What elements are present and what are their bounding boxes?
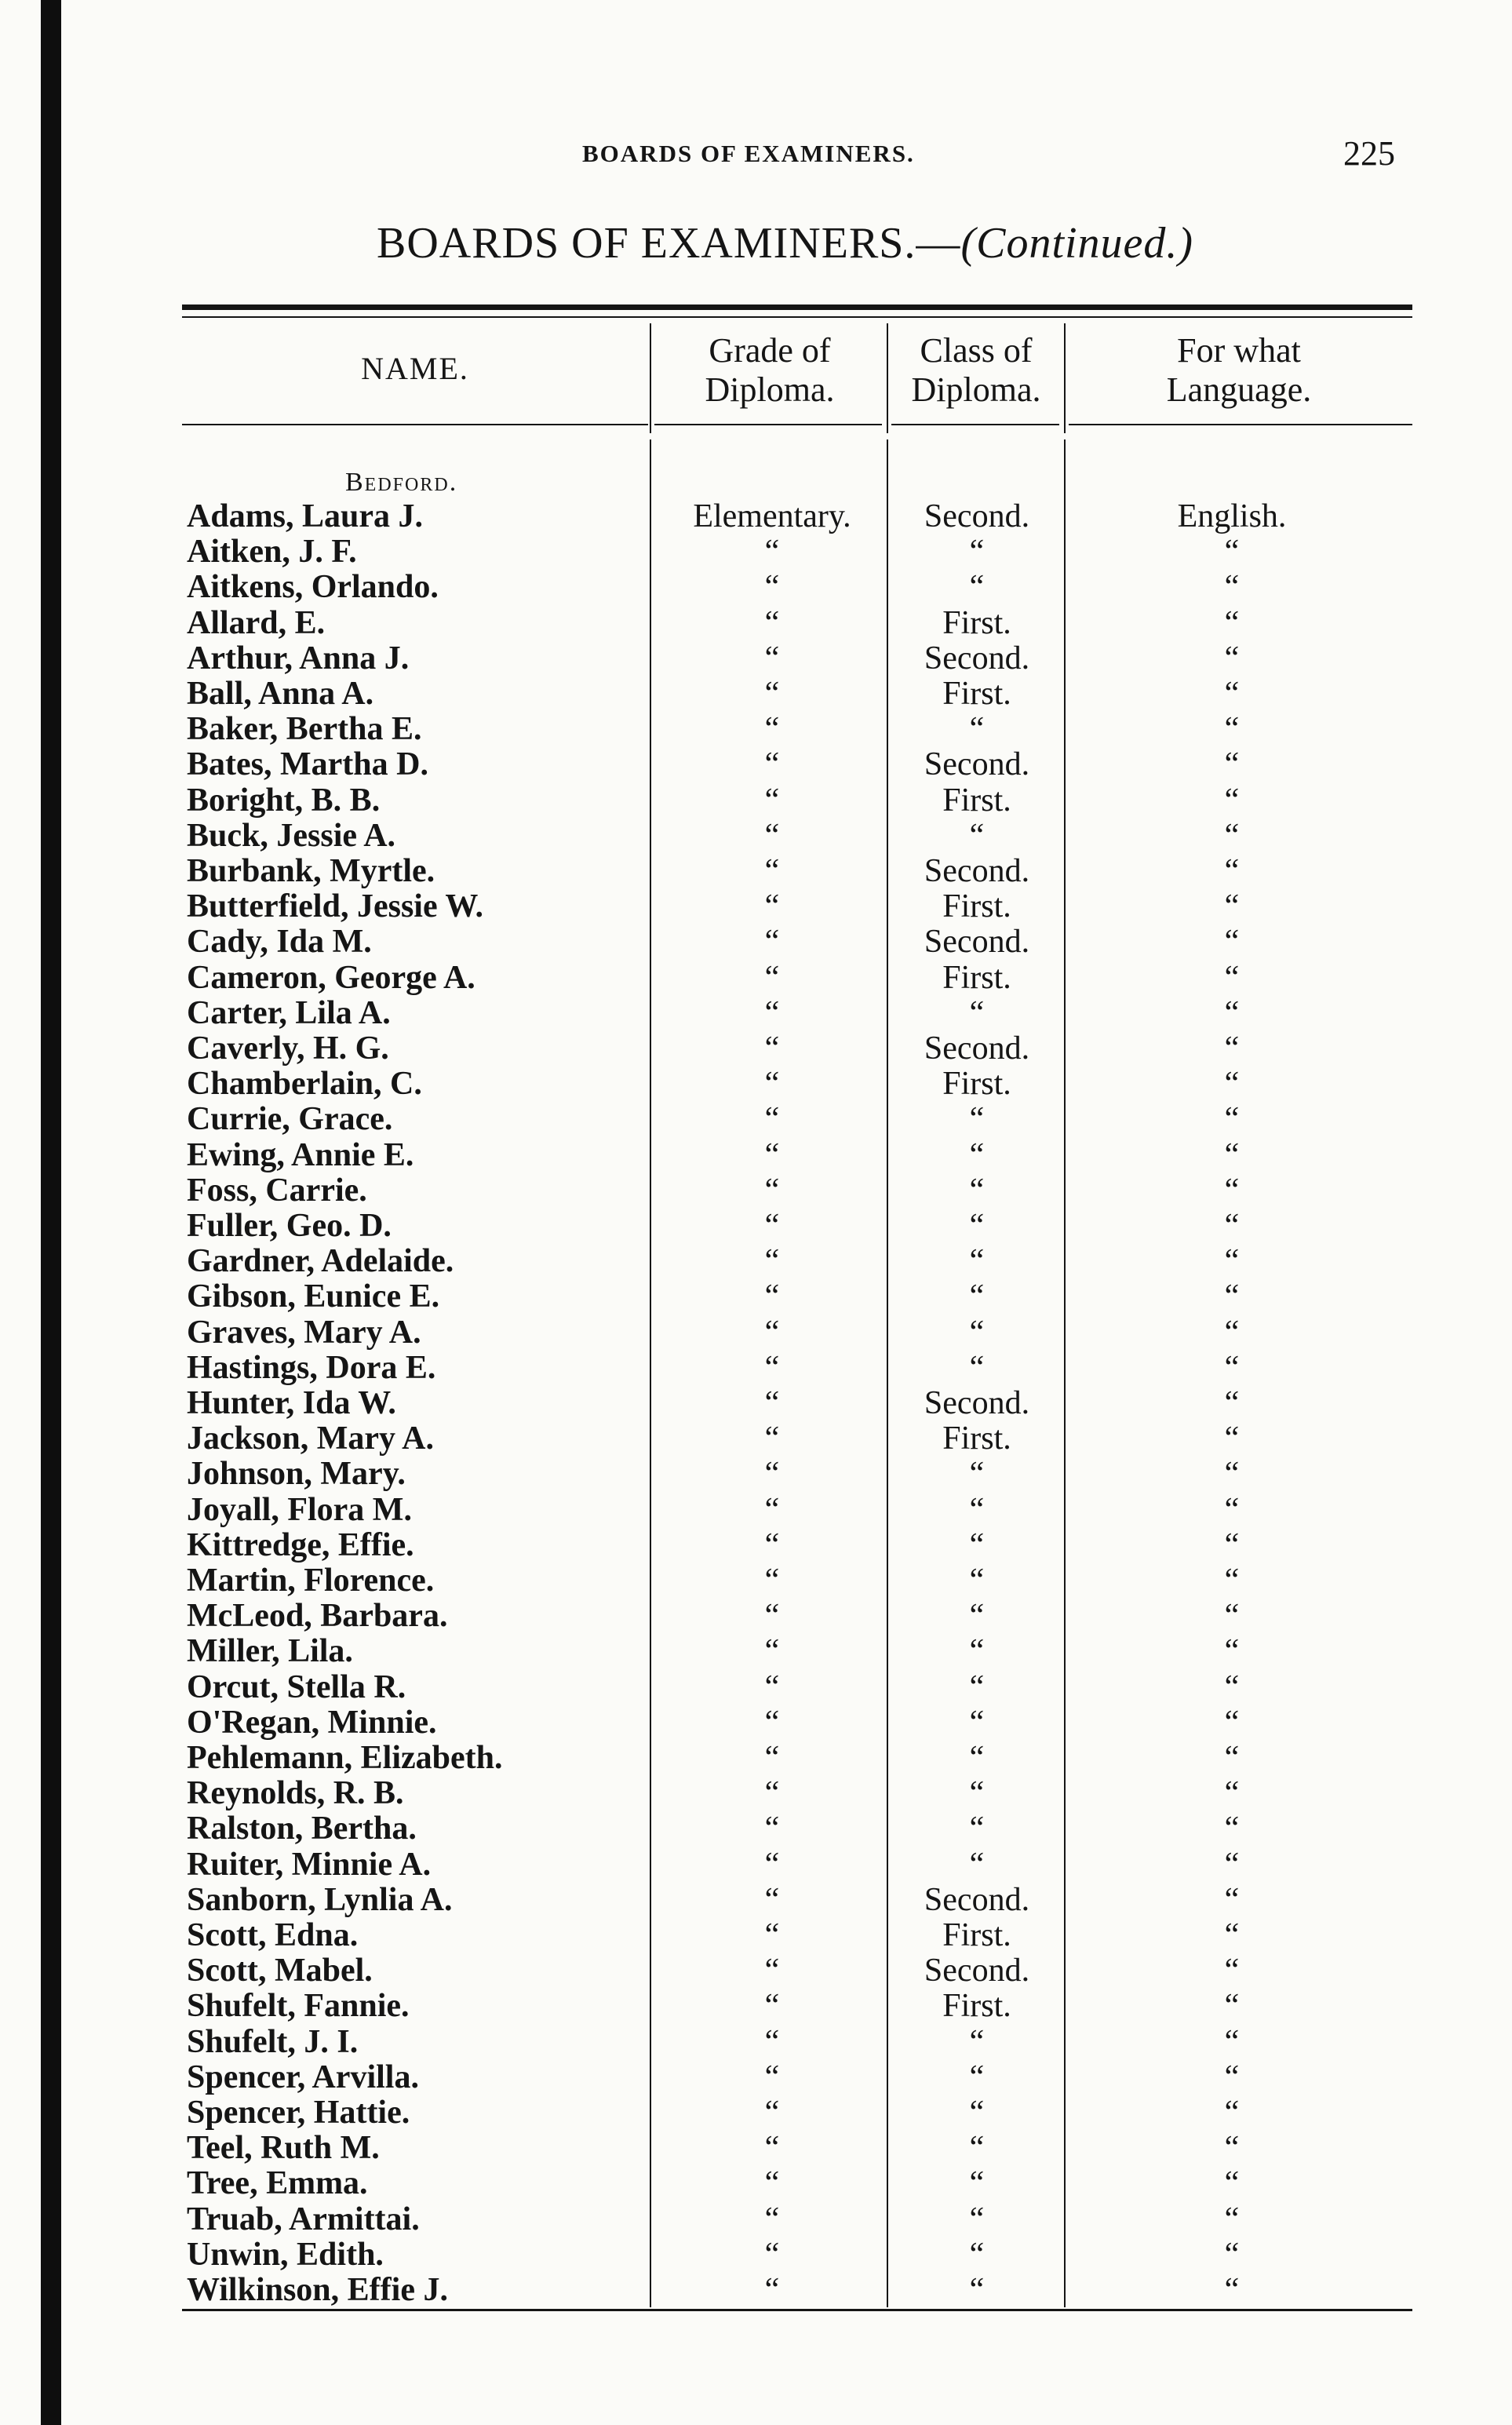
column-header-name	[182, 349, 648, 388]
cell-grade: “	[764, 817, 780, 854]
table-row	[0, 1634, 1512, 1669]
running-head: BOARDS OF EXAMINERS.	[582, 140, 915, 167]
cell-language: “	[1224, 1811, 1240, 1847]
table-row	[0, 2202, 1512, 2237]
table-row	[0, 1102, 1512, 1137]
cell-class: “	[969, 2130, 985, 2167]
cell-class: First.	[942, 676, 1011, 712]
cell-name: Joyall, Flora M.	[187, 1491, 412, 1528]
cell-class: Second.	[924, 1881, 1030, 1918]
column-header-grade-line1: Grade of	[709, 331, 831, 370]
cell-name: Buck, Jessie A.	[187, 817, 396, 854]
cell-language: “	[1224, 1563, 1240, 1599]
table-row	[0, 1173, 1512, 1209]
cell-language: “	[1224, 640, 1240, 676]
cell-grade: “	[764, 569, 780, 606]
cell-grade: “	[764, 1881, 780, 1918]
cell-name: Kittredge, Effie.	[187, 1526, 414, 1563]
cell-class: “	[969, 534, 985, 571]
cell-name: Cady, Ida M.	[187, 924, 372, 961]
cell-class: “	[969, 1314, 985, 1351]
cell-grade: “	[764, 1172, 780, 1209]
cell-grade: “	[764, 782, 780, 819]
cell-grade: “	[764, 711, 780, 748]
table-row	[0, 1563, 1512, 1599]
cell-language: “	[1224, 1030, 1240, 1067]
cell-class: “	[969, 1598, 985, 1635]
cell-name: Fuller, Geo. D.	[187, 1208, 392, 1244]
table-row	[0, 996, 1512, 1031]
header-rule-lang	[1069, 424, 1412, 425]
cell-name: Graves, Mary A.	[187, 1314, 421, 1351]
table-row	[0, 1883, 1512, 1918]
cell-grade: “	[764, 1811, 780, 1847]
cell-grade: “	[764, 2236, 780, 2273]
table-row	[0, 1421, 1512, 1457]
cell-language: “	[1224, 2165, 1240, 2202]
cell-grade: “	[764, 676, 780, 712]
table-row	[0, 641, 1512, 676]
cell-class: “	[969, 1846, 985, 1883]
cell-grade: “	[764, 1988, 780, 2025]
cell-grade: “	[764, 994, 780, 1031]
table-row	[0, 1209, 1512, 1244]
table-row	[0, 1138, 1512, 1173]
table-row	[0, 1847, 1512, 1883]
column-header-grade-line2: Diploma.	[705, 370, 835, 409]
cell-name: Scott, Mabel.	[187, 1953, 373, 1989]
table-row	[0, 1989, 1512, 2024]
cell-language: “	[1224, 817, 1240, 854]
cell-name: Burbank, Myrtle.	[187, 853, 435, 889]
cell-name: Aitkens, Orlando.	[187, 569, 439, 606]
cell-name: Truab, Armittai.	[187, 2201, 420, 2237]
table-row	[0, 1386, 1512, 1421]
cell-name: Hastings, Dora E.	[187, 1349, 436, 1386]
cell-language: “	[1224, 1349, 1240, 1386]
cell-language: “	[1224, 2236, 1240, 2273]
cell-name: Baker, Bertha E.	[187, 711, 422, 748]
cell-name: Shufelt, Fannie.	[187, 1988, 410, 2025]
cell-language: “	[1224, 1881, 1240, 1918]
cell-class: “	[969, 2272, 985, 2308]
cell-name: Boright, B. B.	[187, 782, 381, 819]
cell-name: Martin, Florence.	[187, 1563, 435, 1599]
column-header-class-line2: Diploma.	[911, 370, 1041, 409]
page-title	[377, 218, 1193, 268]
cell-class: “	[969, 2095, 985, 2131]
cell-name: Shufelt, J. I.	[187, 2023, 359, 2060]
cell-class: “	[969, 1775, 985, 1812]
cell-name: Butterfield, Jessie W.	[187, 888, 483, 925]
cell-class: “	[969, 1811, 985, 1847]
cell-grade: “	[764, 1243, 780, 1280]
table-row	[0, 2095, 1512, 2131]
cell-name: Tree, Emma.	[187, 2165, 368, 2202]
cell-language: “	[1224, 1668, 1240, 1705]
cell-language: “	[1224, 2201, 1240, 2237]
cell-class: “	[969, 2165, 985, 2202]
cell-grade: “	[764, 534, 780, 571]
column-header-language	[1066, 331, 1412, 410]
cell-grade: “	[764, 1385, 780, 1421]
cell-grade: “	[764, 888, 780, 925]
cell-grade: Elementary.	[693, 498, 851, 534]
column-header-class-line1: Class of	[920, 331, 1033, 370]
cell-grade: “	[764, 604, 780, 641]
cell-language: “	[1224, 1633, 1240, 1670]
cell-name: Arthur, Anna J.	[187, 640, 410, 676]
table-row	[0, 1918, 1512, 1953]
header-divider-1	[650, 323, 651, 433]
cell-class: “	[969, 2201, 985, 2237]
table-row	[0, 712, 1512, 747]
cell-class: “	[969, 1491, 985, 1528]
cell-class: First.	[942, 782, 1011, 819]
cell-class: “	[969, 1668, 985, 1705]
bottom-rule	[182, 2309, 1412, 2311]
cell-class: “	[969, 1208, 985, 1244]
table-row	[0, 1741, 1512, 1776]
cell-name: Hunter, Ida W.	[187, 1385, 396, 1421]
cell-grade: “	[764, 1456, 780, 1493]
cell-class: “	[969, 1243, 985, 1280]
cell-class: “	[969, 2236, 985, 2273]
cell-language: “	[1224, 1456, 1240, 1493]
column-header-name-text: NAME.	[361, 351, 469, 386]
page-number: 225	[1343, 134, 1395, 173]
cell-class: “	[969, 711, 985, 748]
table-row	[0, 1776, 1512, 1811]
table-row	[0, 854, 1512, 889]
cell-language: “	[1224, 1208, 1240, 1244]
cell-grade: “	[764, 924, 780, 961]
column-header-grade	[653, 331, 887, 410]
cell-language: “	[1224, 994, 1240, 1031]
table-row	[0, 570, 1512, 605]
table-row	[0, 1528, 1512, 1563]
cell-grade: “	[764, 2130, 780, 2167]
top-rule-thin	[182, 316, 1412, 318]
cell-grade: “	[764, 1740, 780, 1776]
cell-name: Ralston, Bertha.	[187, 1811, 417, 1847]
header-rule-grade	[654, 424, 882, 425]
cell-language: “	[1224, 1775, 1240, 1812]
cell-grade: “	[764, 1846, 780, 1883]
table-row	[0, 2237, 1512, 2273]
cell-grade: “	[764, 1349, 780, 1386]
cell-grade: “	[764, 1668, 780, 1705]
cell-grade: “	[764, 640, 780, 676]
table-row	[0, 534, 1512, 570]
table-row	[0, 1670, 1512, 1705]
cell-language: “	[1224, 2130, 1240, 2167]
table-row	[0, 2131, 1512, 2166]
cell-language: “	[1224, 604, 1240, 641]
cell-name: McLeod, Barbara.	[187, 1598, 448, 1635]
cell-name: Allard, E.	[187, 604, 326, 641]
cell-grade: “	[764, 746, 780, 783]
table-row	[0, 1279, 1512, 1315]
table-row	[0, 1493, 1512, 1528]
cell-class: “	[969, 1526, 985, 1563]
cell-class: “	[969, 1136, 985, 1173]
cell-class: Second.	[924, 924, 1030, 961]
cell-grade: “	[764, 2023, 780, 2060]
cell-language: “	[1224, 1598, 1240, 1635]
table-row	[0, 2025, 1512, 2060]
cell-language: “	[1224, 2059, 1240, 2095]
cell-grade: “	[764, 2095, 780, 2131]
cell-language: “	[1224, 676, 1240, 712]
cell-name: Pehlemann, Elizabeth.	[187, 1740, 503, 1776]
cell-class: Second.	[924, 1385, 1030, 1421]
cell-language: “	[1224, 711, 1240, 748]
cell-class: First.	[942, 1066, 1011, 1103]
cell-language: “	[1224, 782, 1240, 819]
table-row	[0, 1244, 1512, 1279]
cell-language: “	[1224, 1491, 1240, 1528]
table-row	[0, 1599, 1512, 1634]
cell-class: “	[969, 1740, 985, 1776]
cell-name: Foss, Carrie.	[187, 1172, 367, 1209]
cell-language: “	[1224, 1953, 1240, 1989]
table-row	[0, 1031, 1512, 1067]
cell-name: Wilkinson, Effie J.	[187, 2272, 448, 2308]
cell-grade: “	[764, 1030, 780, 1067]
cell-class: First.	[942, 1988, 1011, 2025]
cell-name: Reynolds, R. B.	[187, 1775, 404, 1812]
cell-grade: “	[764, 1633, 780, 1670]
cell-grade: “	[764, 1420, 780, 1457]
section-heading: Bedford.	[345, 468, 458, 497]
cell-class: First.	[942, 959, 1011, 996]
cell-class: “	[969, 1172, 985, 1209]
cell-class: “	[969, 569, 985, 606]
cell-language: “	[1224, 1740, 1240, 1776]
cell-class: Second.	[924, 746, 1030, 783]
table-row	[0, 1953, 1512, 1989]
cell-grade: “	[764, 2272, 780, 2308]
cell-name: Spencer, Arvilla.	[187, 2059, 419, 2095]
cell-class: “	[969, 2059, 985, 2095]
cell-language: “	[1224, 1988, 1240, 2025]
header-rule-class	[891, 424, 1059, 425]
table-row	[0, 924, 1512, 960]
cell-class: First.	[942, 1917, 1011, 1953]
cell-language: “	[1224, 959, 1240, 996]
cell-class: Second.	[924, 640, 1030, 676]
cell-language: “	[1224, 888, 1240, 925]
column-header-class	[888, 331, 1064, 410]
cell-name: Gibson, Eunice E.	[187, 1278, 440, 1315]
cell-class: Second.	[924, 1030, 1030, 1067]
cell-name: Jackson, Mary A.	[187, 1420, 434, 1457]
cell-language: “	[1224, 746, 1240, 783]
table-row	[0, 819, 1512, 854]
table-row	[0, 1705, 1512, 1741]
cell-language: “	[1224, 1704, 1240, 1741]
cell-language: “	[1224, 2095, 1240, 2131]
top-rule-thick	[182, 304, 1412, 310]
cell-language: “	[1224, 1526, 1240, 1563]
table-row	[0, 2060, 1512, 2095]
cell-grade: “	[764, 1491, 780, 1528]
cell-grade: “	[764, 1917, 780, 1953]
cell-class: “	[969, 1704, 985, 1741]
cell-name: Adams, Laura J.	[187, 498, 424, 534]
cell-language: “	[1224, 1420, 1240, 1457]
table-row	[0, 961, 1512, 996]
column-header-language-line1: For what	[1177, 331, 1301, 370]
cell-grade: “	[764, 2201, 780, 2237]
table-row	[0, 2166, 1512, 2201]
table-row	[0, 676, 1512, 712]
cell-name: Aitken, J. F.	[187, 534, 357, 571]
column-header-language-line2: Language.	[1166, 370, 1312, 409]
table-row	[0, 783, 1512, 819]
cell-grade: “	[764, 1526, 780, 1563]
cell-class: “	[969, 1633, 985, 1670]
cell-name: Scott, Edna.	[187, 1917, 359, 1953]
cell-name: Ruiter, Minnie A.	[187, 1846, 432, 1883]
table-row	[0, 1351, 1512, 1386]
table-row	[0, 499, 1512, 534]
title-main: BOARDS OF EXAMINERS.—	[377, 219, 961, 268]
cell-language: “	[1224, 1314, 1240, 1351]
cell-grade: “	[764, 959, 780, 996]
cell-class: “	[969, 817, 985, 854]
cell-class: “	[969, 2023, 985, 2060]
cell-grade: “	[764, 1278, 780, 1315]
cell-name: Currie, Grace.	[187, 1101, 393, 1138]
cell-grade: “	[764, 1704, 780, 1741]
cell-grade: “	[764, 2059, 780, 2095]
cell-grade: “	[764, 1598, 780, 1635]
cell-language: “	[1224, 1385, 1240, 1421]
cell-language: “	[1224, 2023, 1240, 2060]
cell-language: “	[1224, 1278, 1240, 1315]
cell-class: First.	[942, 604, 1011, 641]
cell-name: Chamberlain, C.	[187, 1066, 422, 1103]
cell-language: “	[1224, 2272, 1240, 2308]
cell-class: Second.	[924, 498, 1030, 534]
cell-grade: “	[764, 1775, 780, 1812]
cell-grade: “	[764, 1314, 780, 1351]
cell-class: First.	[942, 888, 1011, 925]
cell-language: “	[1224, 1172, 1240, 1209]
cell-language: “	[1224, 924, 1240, 961]
cell-grade: “	[764, 853, 780, 889]
cell-name: Ball, Anna A.	[187, 676, 374, 712]
cell-language: “	[1224, 1243, 1240, 1280]
cell-grade: “	[764, 1208, 780, 1244]
cell-class: First.	[942, 1420, 1011, 1457]
table-row	[0, 2273, 1512, 2308]
cell-class: “	[969, 1278, 985, 1315]
table-row	[0, 1067, 1512, 1102]
table-row	[0, 747, 1512, 782]
cell-language: “	[1224, 1101, 1240, 1138]
cell-class: “	[969, 1456, 985, 1493]
cell-name: Gardner, Adelaide.	[187, 1243, 454, 1280]
cell-class: “	[969, 1101, 985, 1138]
cell-class: Second.	[924, 853, 1030, 889]
cell-name: Teel, Ruth M.	[187, 2130, 380, 2167]
cell-class: “	[969, 994, 985, 1031]
cell-name: O'Regan, Minnie.	[187, 1704, 437, 1741]
cell-language: “	[1224, 534, 1240, 571]
cell-language: “	[1224, 569, 1240, 606]
cell-language: “	[1224, 1136, 1240, 1173]
table-row	[0, 1811, 1512, 1847]
cell-name: Caverly, H. G.	[187, 1030, 389, 1067]
cell-name: Orcut, Stella R.	[187, 1668, 406, 1705]
table-row	[0, 606, 1512, 641]
cell-language: English.	[1177, 498, 1287, 534]
cell-grade: “	[764, 1136, 780, 1173]
cell-grade: “	[764, 2165, 780, 2202]
cell-language: “	[1224, 1066, 1240, 1103]
table-row	[0, 1315, 1512, 1351]
cell-grade: “	[764, 1953, 780, 1989]
cell-language: “	[1224, 1846, 1240, 1883]
cell-name: Johnson, Mary.	[187, 1456, 406, 1493]
cell-language: “	[1224, 1917, 1240, 1953]
header-rule-name	[182, 424, 648, 425]
table-row	[0, 889, 1512, 924]
title-continued: (Continued.)	[960, 219, 1194, 268]
cell-name: Spencer, Hattie.	[187, 2095, 410, 2131]
cell-class: “	[969, 1563, 985, 1599]
cell-name: Carter, Lila A.	[187, 994, 391, 1031]
cell-grade: “	[764, 1101, 780, 1138]
cell-name: Miller, Lila.	[187, 1633, 353, 1670]
cell-language: “	[1224, 853, 1240, 889]
cell-name: Cameron, George A.	[187, 959, 475, 996]
cell-class: Second.	[924, 1953, 1030, 1989]
cell-name: Sanborn, Lynlia A.	[187, 1881, 453, 1918]
cell-grade: “	[764, 1563, 780, 1599]
cell-name: Unwin, Edith.	[187, 2236, 384, 2273]
cell-name: Bates, Martha D.	[187, 746, 428, 783]
cell-grade: “	[764, 1066, 780, 1103]
table-row	[0, 1457, 1512, 1492]
cell-name: Ewing, Annie E.	[187, 1136, 414, 1173]
cell-class: “	[969, 1349, 985, 1386]
